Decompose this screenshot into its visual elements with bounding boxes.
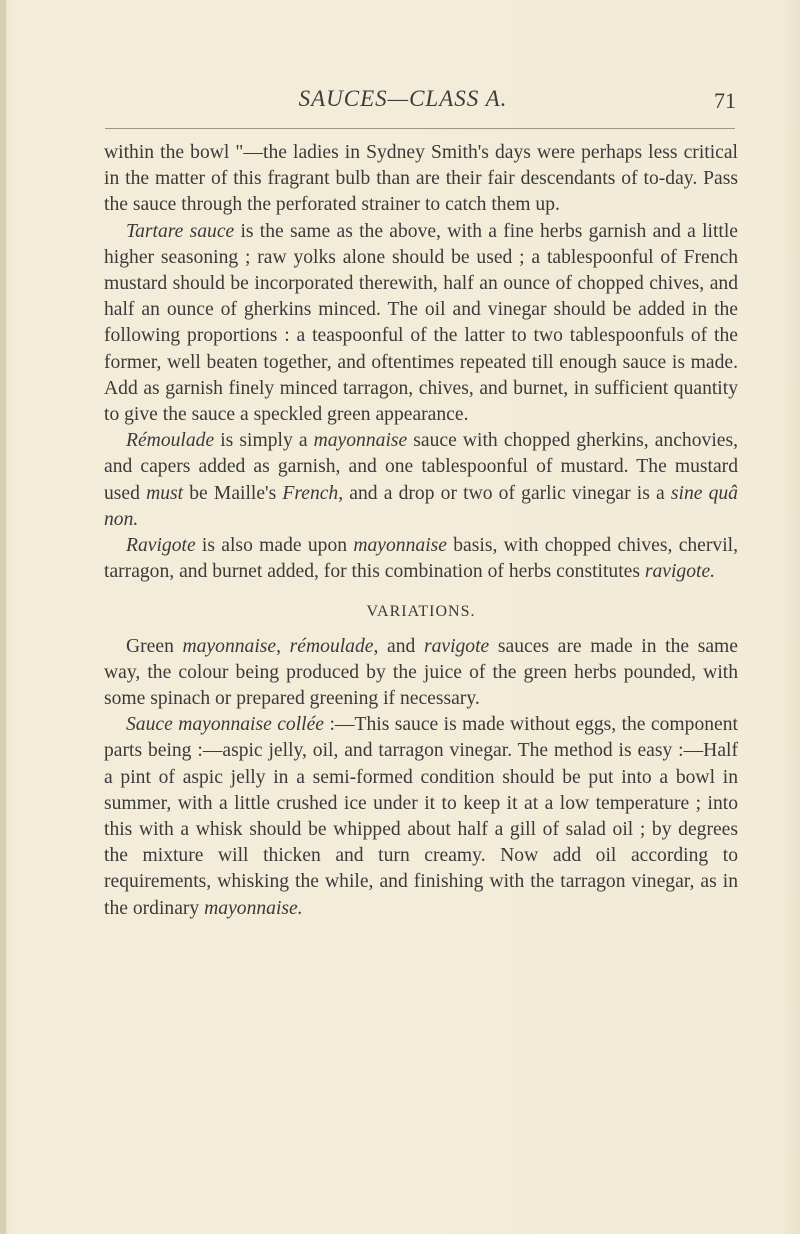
term-remoulade: Rémoulade xyxy=(126,430,215,452)
paragraph-ravigote: Ravigote is also made upon mayonnaise basis, with chopped chives, chervil, tarragon, and burnet added, for this combination of herbs constitutes ravigote. xyxy=(104,535,738,583)
running-head xyxy=(70,86,736,116)
paragraph-green: Green mayonnaise, rémoulade, and ravigote sauces are made in the same way, the colour being produced by the juice of the green herbs pounded, with some spinach or prepared greening if necessary. xyxy=(104,635,738,710)
paragraph-bowl: within the bowl "—the ladies in Sydney Smith's days were perhaps less critical in the matter of this fragrant bulb than are their fair descendants of to-day. Pass the sauce through the perforated strainer to catch them up. xyxy=(104,142,738,216)
body-text xyxy=(104,140,738,922)
paragraph-tartare: Tartare sauce is the same as the above, with a fine herbs garnish and a little higher seasoning ; raw yolks alone should be used ; a tablespoonful of French mustard should be incorporated therewith, half an ounce of chopped chives, and half an ounce of gherkins minced. The oil and vinegar should be added in the following proportions : a teaspoonful of the latter to two tablespoonfuls of the former, well beaten together, and oftentimes repeated till enough sauce is made. Add as garnish finely minced tarragon, chives, and burnet, in sufficient quantity to give the sauce a speckled green appearance. xyxy=(104,220,738,426)
term-tartare: Tartare sauce xyxy=(126,220,235,242)
header-rule xyxy=(105,128,735,129)
running-title: SAUCES—CLASS A. xyxy=(298,86,508,111)
section-heading-variations: VARIATIONS. xyxy=(366,603,476,621)
paragraph-remoulade: Rémoulade is simply a mayonnaise sauce with chopped gherkins, anchovies, and capers added as garnish, and one tablespoonful of mustard. The mustard used must be Maille's French, and a drop or two of garlic vinegar is a sine quâ non. xyxy=(104,430,738,530)
term-collee: Sauce mayonnaise collée xyxy=(126,714,325,736)
page-spine-edge xyxy=(0,0,6,1234)
term-ravigote: Ravigote xyxy=(126,535,196,557)
paragraph-collee: Sauce mayonnaise collée :—This sauce is made without eggs, the component parts being :—aspic jelly, oil, and tarragon vinegar. The method is easy :—Half a pint of aspic jelly in a semi-formed condition should be put into a bowl in summer, with a little crushed ice under it to keep it at a low temperature ; into this with a whisk should be whipped about half a gill of salad oil ; by degrees the mixture will thicken and turn creamy. Now add oil according to requirements, whisking the while, and finishing with the tarragon vinegar, as in the ordinary mayonnaise. xyxy=(104,714,738,919)
page-number: 71 xyxy=(714,88,736,113)
